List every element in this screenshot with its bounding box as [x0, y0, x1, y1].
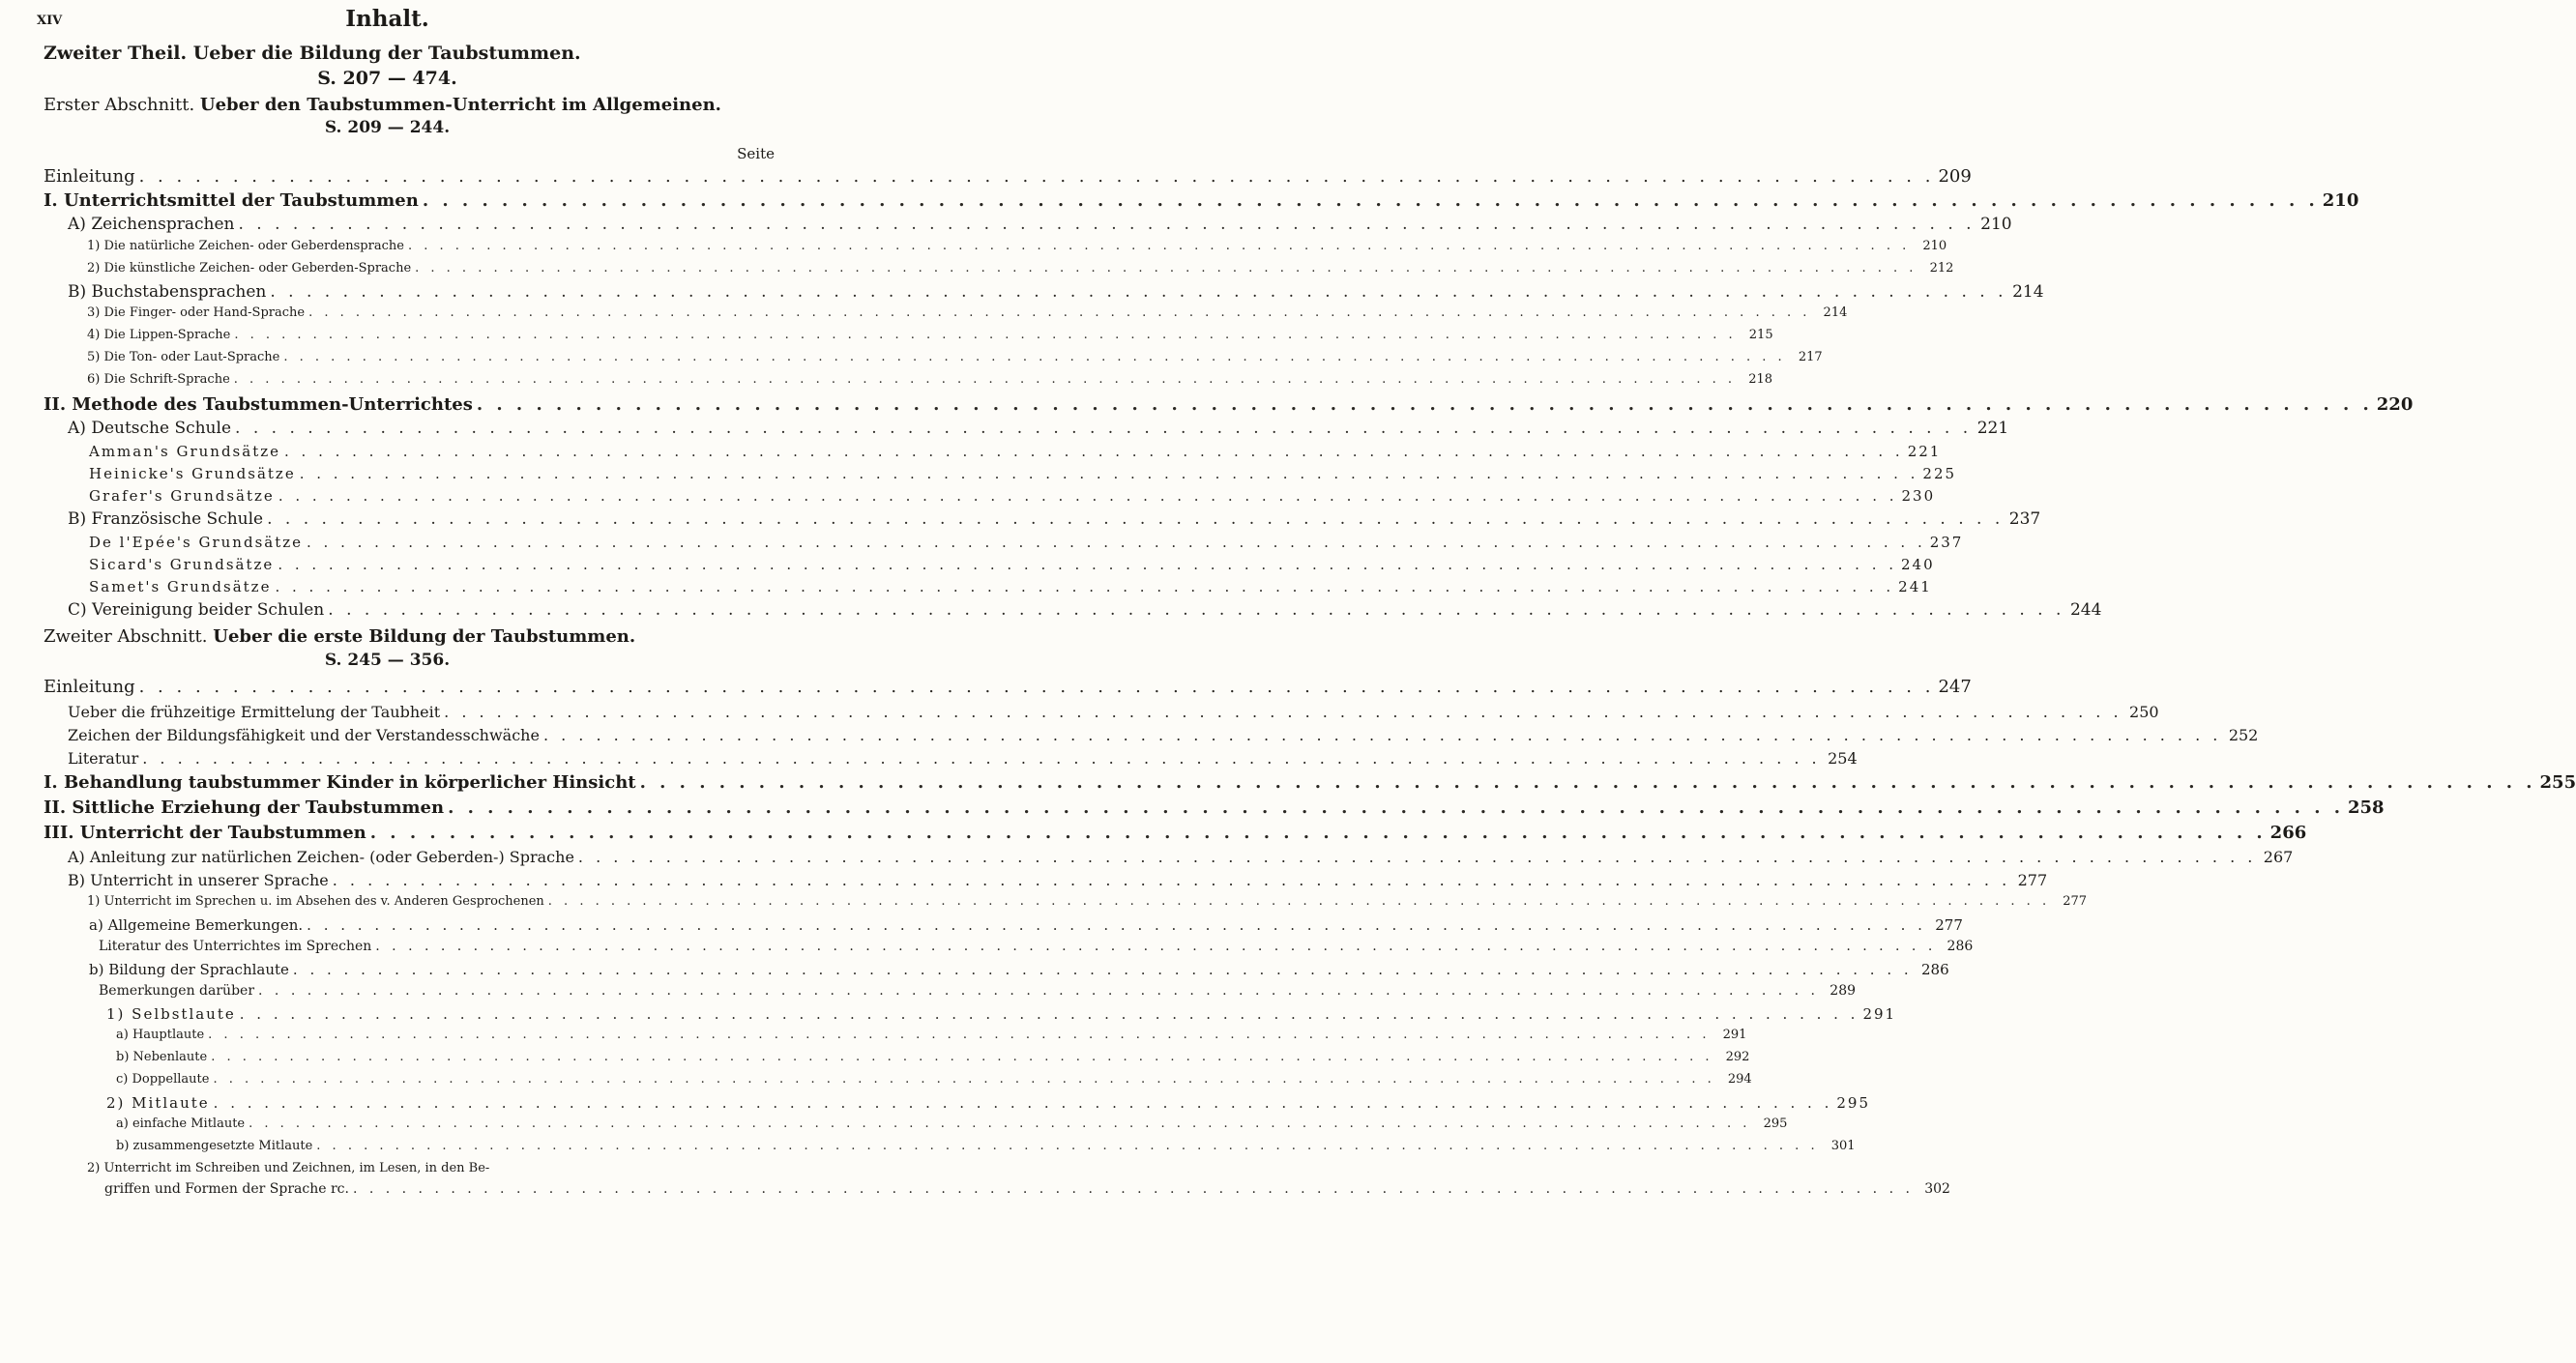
- toc-entry: Samet's Grundsätze . . . 241: [0, 578, 902, 595]
- toc-entry: A) Anleitung zur natürlichen Zeichen- (oder Geberden-) Sprache . . . 267: [0, 848, 881, 866]
- section-page-range: S. 209 — 244.: [324, 118, 451, 137]
- toc-entry: B) Buchstabensprachen . . . 214: [0, 282, 881, 302]
- toc-entry: Literatur des Unterrichtes im Sprechen . . . 286: [0, 939, 912, 954]
- toc-entry: 5) Die Ton- oder Laut-Sprache . . . 217: [0, 350, 900, 364]
- toc-entry: Grafer's Grundsätze . . . 230: [0, 487, 902, 505]
- toc-entry: B) Unterricht in unserer Sprache . . . 277: [0, 871, 881, 889]
- toc-entry: Bemerkungen darüber . . . 289: [0, 983, 912, 999]
- toc-entry: 1) Die natürliche Zeichen- oder Geberdensprache . . . 210: [0, 239, 900, 253]
- toc-entry: 2) Mitlaute . . . 295: [0, 1094, 920, 1112]
- page-column-label: Seite: [737, 145, 775, 162]
- toc-entry: Einleitung . . . 209: [0, 166, 857, 187]
- part-page-range: S. 207 — 474.: [317, 68, 457, 89]
- toc-entry: Amman's Grundsätze . . . 221: [0, 443, 902, 460]
- toc-entry: II. Methode des Taubstummen-Unterrichtes . . . 220: [0, 394, 857, 415]
- toc-entry: Zeichen der Bildungsfähigkeit und der Verstandesschwäche . . . 252: [0, 726, 881, 744]
- toc-entry: 1) Selbstlaute . . . 291: [0, 1005, 920, 1023]
- toc-entry: C) Vereinigung beider Schulen . . . 244: [0, 600, 881, 620]
- toc-entry: a) einfache Mitlaute . . . 295: [0, 1116, 929, 1131]
- section-title: Ueber die erste Bildung der Taubstummen.: [213, 626, 636, 647]
- section-page-range: S. 245 — 356.: [324, 651, 451, 670]
- toc-entry: De l'Epée's Grundsätze . . . 237: [0, 534, 902, 551]
- toc-entry: B) Französische Schule . . . 237: [0, 509, 881, 529]
- toc-entry: A) Zeichensprachen . . . 210: [0, 215, 881, 234]
- toc-entry: griffen und Formen der Sprache rc. . . . 302: [0, 1181, 918, 1197]
- toc-entry: b) zusammengesetzte Mitlaute . . . 301: [0, 1139, 929, 1153]
- toc-entry: 2) Die künstliche Zeichen- oder Geberden-Sprache . . . 212: [0, 261, 900, 276]
- section-label: Zweiter Abschnitt.: [44, 626, 208, 647]
- toc-entry: b) Bildung der Sprachlaute . . . 286: [0, 961, 902, 978]
- toc-entry: 4) Die Lippen-Sprache . . . 215: [0, 328, 900, 342]
- section-heading: [0, 626, 818, 647]
- page-number: XIV: [37, 14, 63, 28]
- toc-entry: Einleitung . . . 247: [0, 677, 857, 697]
- toc-entry: c) Doppellaute . . . 294: [0, 1072, 929, 1087]
- toc-entry: a) Hauptlaute . . . 291: [0, 1028, 929, 1042]
- section-title: Ueber den Taubstummen-Unterricht im Allgemeinen.: [199, 95, 721, 115]
- toc-entry: Literatur . . . 254: [0, 749, 881, 768]
- toc-entry: I. Unterrichtsmittel der Taubstummen . . . 210: [0, 190, 857, 211]
- toc-entry: 2) Unterricht im Schreiben und Zeichnen, im Lesen, in den Be-: [87, 1161, 490, 1175]
- toc-entry: b) Nebenlaute . . . 292: [0, 1050, 929, 1064]
- toc-entry: A) Deutsche Schule . . . 221: [0, 419, 881, 438]
- running-title: Inhalt.: [345, 6, 429, 32]
- toc-entry: 6) Die Schrift-Sprache . . . 218: [0, 372, 900, 387]
- running-header: [0, 4, 775, 33]
- toc-entry: Sicard's Grundsätze . . . 240: [0, 556, 902, 573]
- toc-entry: II. Sittliche Erziehung der Taubstummen . . . 258: [0, 798, 857, 818]
- toc-entry: Ueber die frühzeitige Ermittelung der Taubheit . . . 250: [0, 703, 881, 721]
- toc-entry: 1) Unterricht im Sprechen u. im Absehen des v. Anderen Gesprochenen . . . 277: [0, 894, 900, 909]
- toc-entry: 3) Die Finger- oder Hand-Sprache . . . 214: [0, 305, 900, 320]
- part-heading: [0, 43, 818, 64]
- part-title: Zweiter Theil. Ueber die Bildung der Taubstummen.: [44, 43, 581, 64]
- toc-entry: I. Behandlung taubstummer Kinder in körperlicher Hinsicht . . . 255: [0, 772, 857, 793]
- section-label: Erster Abschnitt.: [44, 95, 195, 115]
- toc-entry: III. Unterricht der Taubstummen . . . 266: [0, 823, 857, 843]
- section-heading: [0, 95, 818, 115]
- toc-entry: a) Allgemeine Bemerkungen. . . . 277: [0, 916, 902, 934]
- toc-entry: Heinicke's Grundsätze . . . 225: [0, 465, 902, 482]
